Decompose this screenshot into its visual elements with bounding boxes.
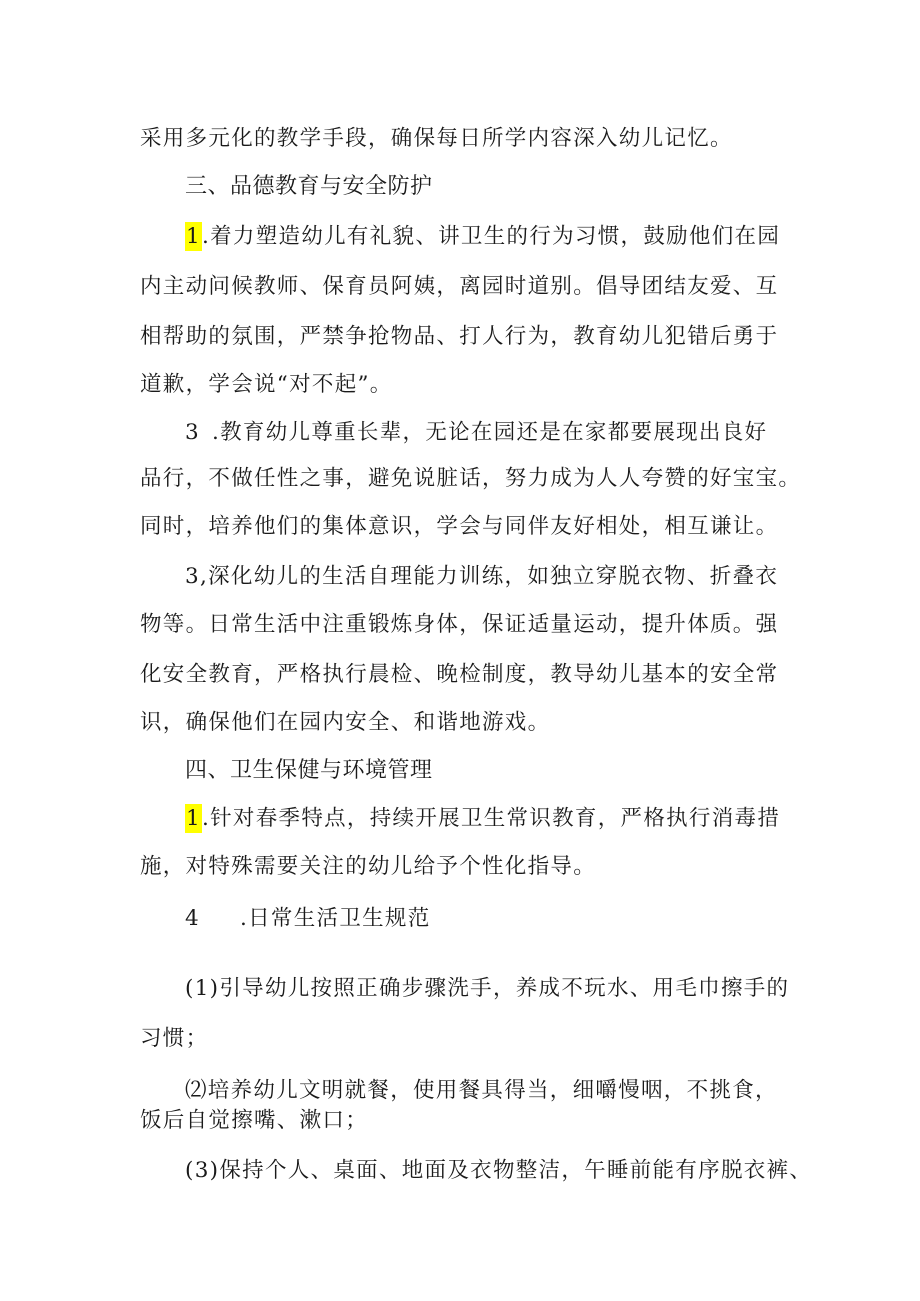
body-line: 饭后自觉擦嘴、漱口； bbox=[140, 1108, 369, 1133]
body-line: 施，对特殊需要关注的幼儿给予个性化指导。 bbox=[140, 854, 597, 879]
paragraph-text: .教育幼儿尊重长辈，无论在园还是在家都要展现出良好 bbox=[211, 420, 768, 445]
body-line: 内主动问候教师、保育员阿姨，离园时道别。倡导团结友爱、互 bbox=[140, 274, 779, 299]
body-line: 习惯； bbox=[140, 1026, 209, 1051]
paragraph-line: (3)保持个人、桌面、地面及衣物整洁，午睡前能有序脱衣裤、 bbox=[185, 1158, 813, 1183]
paragraph-text: .日常生活卫生规范 bbox=[239, 906, 431, 931]
paragraph-text: .着力塑造幼儿有礼貌、讲卫生的行为习惯，鼓励他们在园 bbox=[201, 224, 781, 249]
paragraph-number: 3 bbox=[185, 420, 200, 445]
paragraph-text: .针对春季特点，持续开展卫生常识教育，严格执行消毒措 bbox=[201, 806, 781, 831]
paragraph-line bbox=[185, 804, 785, 834]
body-line: 相帮助的氛围，严禁争抢物品、打人行为，教育幼儿犯错后勇于 bbox=[140, 324, 779, 349]
body-line: 化安全教育，严格执行晨检、晚检制度，教导幼儿基本的安全常 bbox=[140, 662, 779, 687]
section-heading-3: 三、品德教育与安全防护 bbox=[185, 174, 433, 199]
paragraph-line: ⑵培养幼儿文明就餐，使用餐具得当，细嚼慢咽，不挑食， bbox=[185, 1078, 778, 1103]
body-line: 物等。日常生活中注重锻炼身体，保证适量运动，提升体质。强 bbox=[140, 612, 779, 637]
body-line: 同时，培养他们的集体意识，学会与同伴友好相处，相互谦让。 bbox=[140, 514, 779, 539]
highlighted-number: 1 bbox=[186, 224, 201, 249]
highlighted-number: 1 bbox=[186, 806, 201, 831]
body-line: 品行，不做任性之事，避免说脏话，努力成为人人夸赞的好宝宝。 bbox=[140, 466, 802, 491]
paragraph-line bbox=[185, 904, 785, 934]
paragraph-number: 4 bbox=[185, 906, 200, 931]
paragraph-line bbox=[185, 222, 785, 252]
body-line: 采用多元化的教学手段，确保每日所学内容深入幼儿记忆。 bbox=[140, 126, 733, 151]
section-heading-4: 四、卫生保健与环境管理 bbox=[185, 758, 433, 783]
body-line: 道歉，学会说“对不起”。 bbox=[140, 372, 393, 397]
paragraph-line bbox=[185, 418, 785, 448]
paragraph-line: 3,深化幼儿的生活自理能力训练，如独立穿脱衣物、折叠衣 bbox=[185, 564, 779, 589]
body-line: 识，确保他们在园内安全、和谐地游戏。 bbox=[140, 710, 551, 735]
paragraph-line: (1)引导幼儿按照正确步骤洗手，养成不玩水、用毛巾擦手的 bbox=[185, 976, 790, 1001]
